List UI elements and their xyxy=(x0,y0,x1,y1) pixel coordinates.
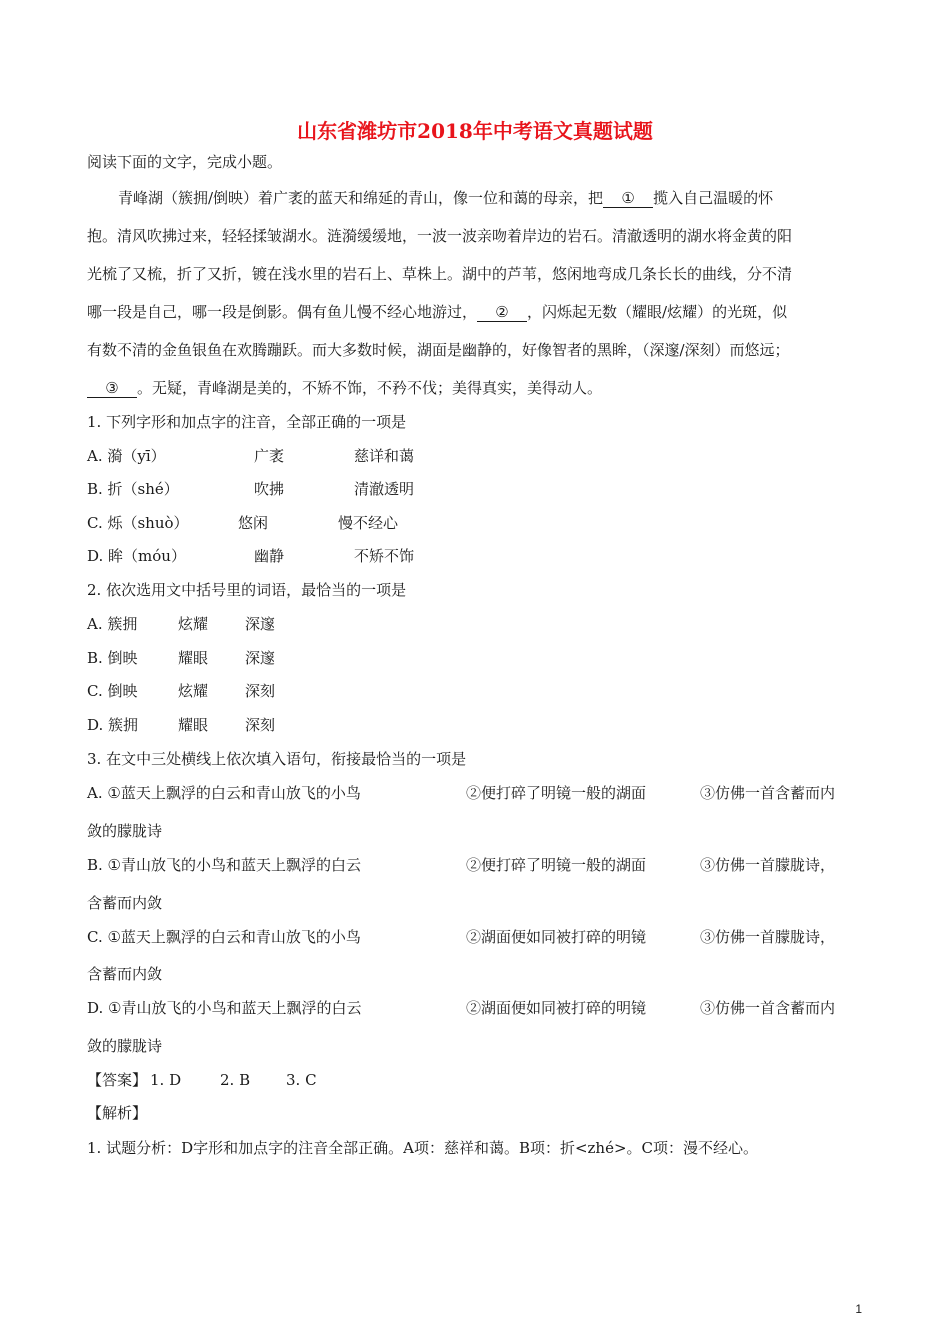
passage-text: 揽入自己温暖的怀 xyxy=(653,189,774,207)
answer-3: 3. C xyxy=(286,1071,317,1089)
answer-1: 1. D xyxy=(150,1071,182,1089)
passage-text: 。无疑，青峰湖是美的，不矫不饰，不矜不伐；美得真实，美得动人。 xyxy=(137,379,603,397)
page-title: 山东省潍坊市2018年中考语文真题试题 xyxy=(297,119,653,143)
q1-stem: 1. 下列字形和加点字的注音，全部正确的一项是 xyxy=(87,413,407,431)
blank-2: ② xyxy=(477,303,527,322)
passage-line-5: 有数不清的金鱼银鱼在欢腾蹦跃。而大多数时候，湖面是幽静的，好像智者的黑眸，（深邃/深刻）而悠远； xyxy=(87,341,790,359)
blank-1: ① xyxy=(603,189,653,208)
q3-stem: 3. 在文中三处横线上依次填入语句，衔接最恰当的一项是 xyxy=(87,750,467,768)
intro-line: 阅读下面的文字，完成小题。 xyxy=(87,153,283,171)
passage-text: 哪一段是自己，哪一段是倒影。偶有鱼儿慢不经心地游过， xyxy=(87,303,478,321)
answer-2: 2. B xyxy=(220,1071,251,1089)
answer-label: 【答案】 xyxy=(87,1071,148,1089)
blank-3: ③ xyxy=(87,379,137,398)
passage-line-1 xyxy=(118,188,773,208)
analysis-label: 【解析】 xyxy=(87,1104,148,1122)
q2-stem: 2. 依次选用文中括号里的词语，最恰当的一项是 xyxy=(87,581,407,599)
passage-line-3: 光梳了又梳，折了又折，镀在浅水里的岩石上、草株上。湖中的芦苇，悠闲地弯成几条长长的曲线，分不清 xyxy=(87,265,793,283)
analysis-text: 1. 试题分析：D字形和加点字的注音全部正确。A项：慈祥和蔼。B项：折<zhé>。C项：漫不经心。 xyxy=(87,1139,759,1157)
passage-line-2: 抱。清风吹拂过来，轻轻揉皱湖水。涟漪缓缓地，一波一波亲吻着岸边的岩石。清澈透明的湖水将金黄的阳 xyxy=(87,227,793,245)
passage-text: 青峰湖（簇拥/倒映）着广袤的蓝天和绵延的青山，像一位和蔼的母亲，把 xyxy=(118,189,604,207)
page-number: 1 xyxy=(855,1302,862,1316)
passage-text: ，闪烁起无数（耀眼/炫耀）的光斑，似 xyxy=(527,303,788,321)
passage-line-6 xyxy=(87,378,602,398)
passage-line-4 xyxy=(87,302,787,322)
